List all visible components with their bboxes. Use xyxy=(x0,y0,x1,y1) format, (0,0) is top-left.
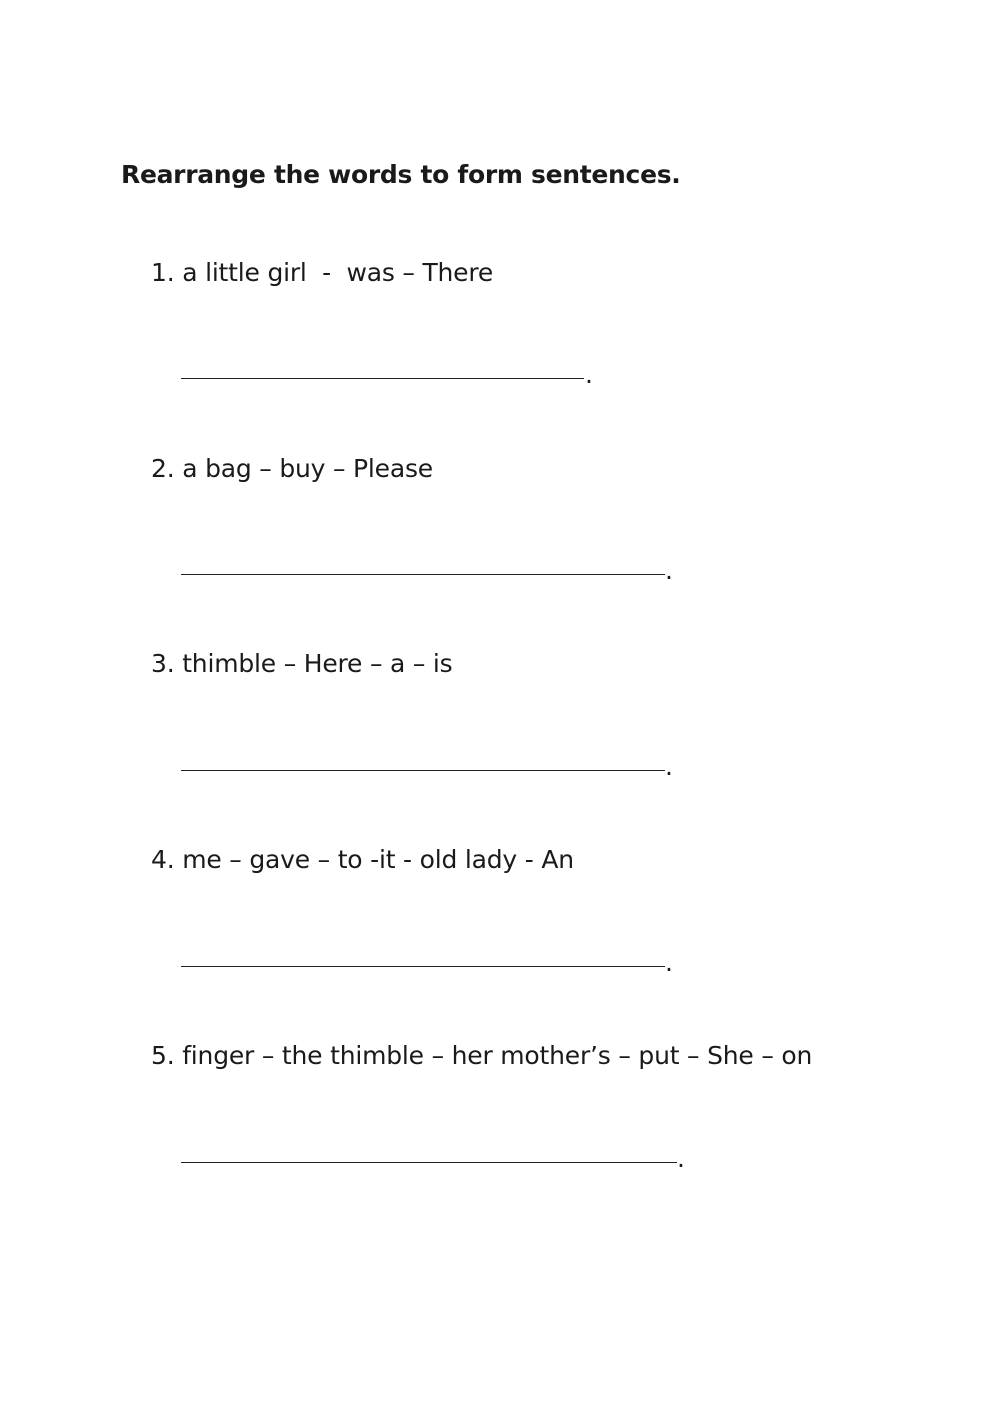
sentence-period: . xyxy=(665,556,673,585)
answer-line-4[interactable] xyxy=(181,966,665,967)
answer-line-3[interactable] xyxy=(181,770,665,771)
sentence-period: . xyxy=(665,948,673,977)
scrambled-words: finger – the thimble – her mother’s – put – She – on xyxy=(182,1041,813,1070)
question-number: 2. xyxy=(151,454,175,483)
sentence-period: . xyxy=(665,752,673,781)
question-1 xyxy=(151,258,493,287)
question-4 xyxy=(151,845,574,874)
scrambled-words: thimble – Here – a – is xyxy=(182,649,453,678)
question-5 xyxy=(151,1041,812,1070)
answer-line-2[interactable] xyxy=(181,574,665,575)
sentence-period: . xyxy=(677,1144,685,1173)
question-number: 3. xyxy=(151,649,175,678)
instruction-heading: Rearrange the words to form sentences. xyxy=(121,160,681,189)
answer-line-1[interactable] xyxy=(181,378,584,379)
answer-line-5[interactable] xyxy=(181,1162,677,1163)
question-number: 4. xyxy=(151,845,175,874)
scrambled-words: me – gave – to -it - old lady - An xyxy=(182,845,574,874)
sentence-period: . xyxy=(585,360,593,389)
question-number: 1. xyxy=(151,258,175,287)
question-number: 5. xyxy=(151,1041,175,1070)
scrambled-words: a bag – buy – Please xyxy=(182,454,433,483)
scrambled-words: a little girl - was – There xyxy=(182,258,494,287)
question-3 xyxy=(151,649,453,678)
question-2 xyxy=(151,454,433,483)
